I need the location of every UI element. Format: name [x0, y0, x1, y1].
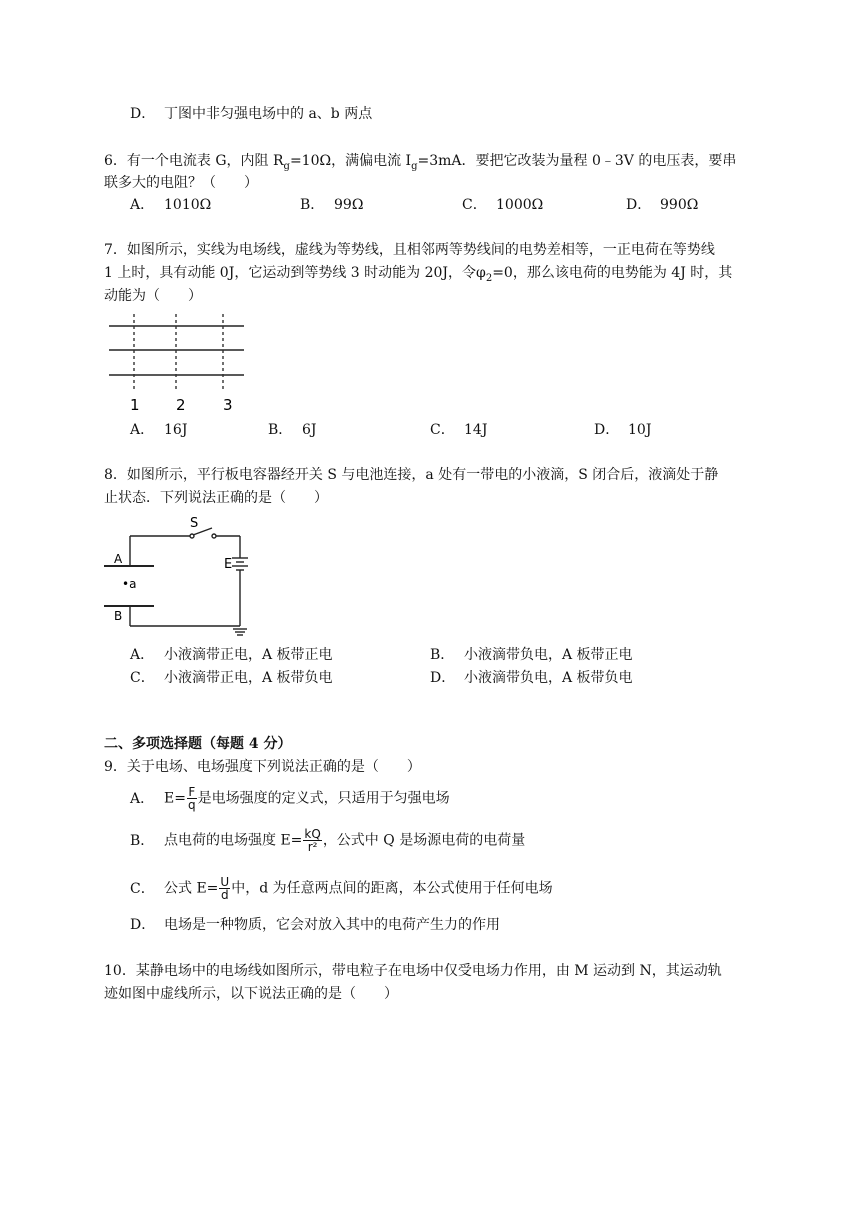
option-text: 1010Ω [164, 197, 212, 213]
option-label: B． [268, 422, 293, 438]
option-text: 小液滴带负电，A 板带负电 [464, 670, 633, 686]
q6-option-a [130, 195, 300, 215]
q7-option-b [268, 420, 430, 440]
q8-capacitor-circuit [102, 514, 262, 638]
option-label: B． [130, 832, 155, 849]
fraction-u-over-d [219, 876, 230, 901]
q6-option-d [626, 195, 698, 215]
q7-stem-line2 [104, 263, 732, 289]
q6-stem-line2: 联多大的电阻？（ ） [104, 175, 258, 191]
q6-text-a: 6．有一个电流表 G，内阻 R [104, 153, 284, 169]
option-text: 小液滴带负电，A 板带正电 [464, 647, 633, 663]
option-text: 16J [164, 422, 188, 438]
label-3: 3 [223, 396, 233, 414]
q10-stem-line1: 10．某静电场中的电场线如图所示，带电粒子在电场中仅受电场力作用，由 M 运动到 N，其运动轨 [104, 963, 722, 979]
option-label: D． [130, 106, 156, 122]
option-text: 小液滴带正电，A 板带正电 [164, 647, 333, 663]
option-label: D． [626, 197, 652, 213]
label-1: 1 [130, 396, 140, 414]
q8-stem-line1: 8．如图所示，平行板电容器经开关 S 与电池连接，a 处有一带电的小液滴，S 闭合后，液滴处于静 [104, 467, 719, 483]
q9-stem: 9．关于电场、电场强度下列说法正确的是（ ） [104, 759, 421, 775]
formula-prefix: 点电荷的电场强度 E= [164, 832, 303, 849]
q7-stem-line3: 动能为（ ） [104, 288, 202, 304]
battery-label: E [224, 557, 233, 572]
option-text: 是电场强度的定义式，只适用于匀强电场 [197, 790, 450, 807]
section-title: 二、多项选择题（每题 4 分） [104, 736, 292, 752]
option-label: D． [594, 422, 620, 438]
ig-subscript: g [411, 160, 418, 172]
q8-options-row1 [130, 645, 633, 665]
phi-subscript: 2 [485, 272, 493, 284]
option-text: 中，d 为任意两点间的距离，本公式使用于任何电场 [231, 880, 553, 897]
q8-options-row2 [130, 668, 633, 688]
numerator: F [188, 785, 196, 799]
q8-option-b [430, 645, 633, 665]
option-label: C． [462, 197, 487, 213]
option-label: D． [430, 670, 456, 686]
option-text: 电场是一种物质，它会对放入其中的电荷产生力的作用 [164, 917, 500, 933]
q6-option-b [300, 195, 462, 215]
droplet-label: •a [122, 577, 137, 591]
plate-a-label: A [114, 552, 123, 566]
option-label: A． [130, 647, 155, 663]
option-text: 14J [464, 422, 488, 438]
q7-equipotential-figure [104, 312, 254, 416]
q8-option-c [130, 668, 430, 688]
q7-option-d [594, 420, 651, 440]
option-text: 1000Ω [496, 197, 544, 213]
q8-option-a [130, 645, 430, 665]
option-label: B． [430, 647, 455, 663]
q9-option-a [130, 786, 450, 811]
q6-text-c: =3mA．要把它改装为量程 0﹣3V 的电压表，要串 [417, 153, 737, 169]
q7-text-a: 1 上时，具有动能 0J，它运动到等势线 3 时动能为 20J，令φ [104, 265, 486, 281]
rg-subscript: g [283, 160, 290, 172]
q6-option-c [462, 195, 626, 215]
denominator: d [220, 888, 229, 902]
option-text: ，公式中 Q 是场源电荷的电荷量 [322, 832, 526, 849]
q7-options [130, 420, 651, 440]
option-label: A． [130, 422, 155, 438]
option-label: C． [130, 880, 155, 897]
option-text: 990Ω [660, 197, 699, 213]
denominator: q [187, 798, 196, 812]
q7-stem-line1: 7．如图所示，实线为电场线，虚线为等势线，且相邻两等势线间的电势差相等，一正电荷在等势线 [104, 242, 715, 258]
option-label: A． [130, 790, 155, 807]
q9-option-b [130, 828, 525, 853]
option-label: B． [300, 197, 325, 213]
q7-option-a [130, 420, 268, 440]
option-text: 丁图中非匀强电场中的 a、b 两点 [164, 106, 373, 122]
formula-prefix: 公式 E= [164, 880, 219, 897]
option-label: A． [130, 197, 155, 213]
numerator: U [220, 875, 230, 889]
option-label: C． [130, 670, 155, 686]
plate-b-label: B [114, 609, 123, 623]
option-text: 6J [302, 422, 317, 438]
formula-prefix: E= [164, 790, 186, 807]
q8-option-d [430, 668, 633, 688]
option-text: 99Ω [334, 197, 364, 213]
q9-option-c [130, 876, 553, 901]
q9-option-d [130, 915, 500, 935]
fraction-f-over-q [187, 786, 197, 811]
switch-contact [212, 534, 216, 538]
q7-option-c [430, 420, 594, 440]
option-text: 小液滴带正电，A 板带负电 [164, 670, 333, 686]
q10-stem-line2: 迹如图中虚线所示，以下说法正确的是（ ） [104, 986, 398, 1002]
option-text: 10J [628, 422, 652, 438]
q6-options [130, 195, 698, 215]
q8-stem-line2: 止状态．下列说法正确的是（ ） [104, 490, 328, 506]
q6-text-b: =10Ω，满偏电流 I [289, 153, 412, 169]
label-2: 2 [176, 396, 186, 414]
denominator: r² [307, 840, 318, 854]
numerator: kQ [304, 827, 321, 841]
fraction-kq-over-r2 [303, 828, 321, 853]
option-label: C． [430, 422, 455, 438]
switch-label: S [190, 516, 199, 531]
q5-option-d [130, 104, 372, 124]
option-label: D． [130, 917, 156, 933]
q7-text-b: =0，那么该电荷的电势能为 4J 时，其 [492, 265, 733, 281]
